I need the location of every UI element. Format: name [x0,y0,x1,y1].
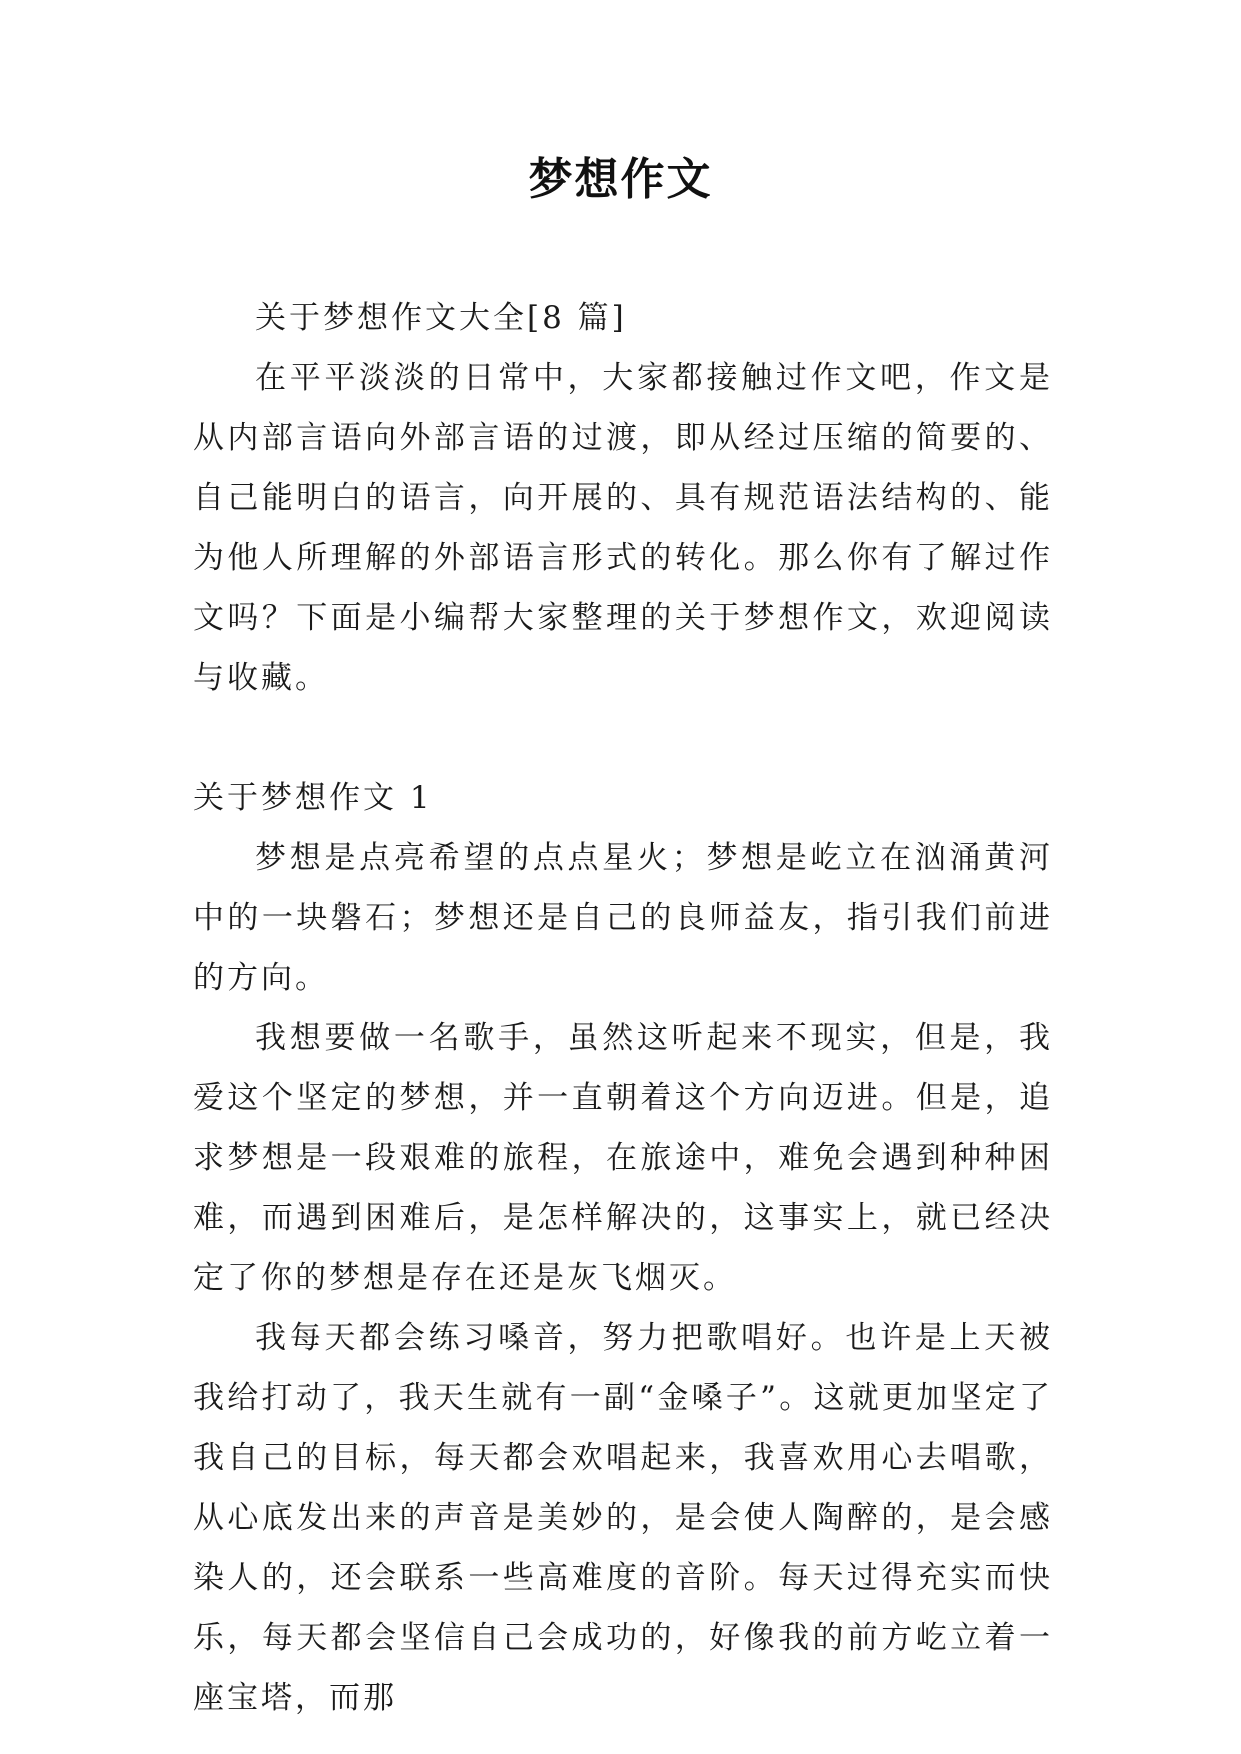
body-paragraph: 我每天都会练习嗓音，努力把歌唱好。也许是上天被我给打动了，我天生就有一副“金嗓子”。这就更加坚定了我自己的目标，每天都会欢唱起来，我喜欢用心去唱歌，从心底发出来的声音是美妙的，是会使人陶醉的，是会感染人的，还会联系一些高难度的音阶。每天过得充实而快乐，每天都会坚信自己会成功的，好像我的前方屹立着一座宝塔，而那 [193,1320,1053,1716]
document-title: 梦想作文 [528,154,713,205]
intro-paragraph: 在平平淡淡的日常中，大家都接触过作文吧，作文是从内部言语向外部言语的过渡，即从经过压缩的简要的、自己能明白的语言，向开展的、具有规范语法结构的、能为他人所理解的外部语言形式的转化。那么你有了解过作文吗？下面是小编帮大家整理的关于梦想作文，欢迎阅读与收藏。 [193,360,1053,696]
document-body [193,288,1053,1728]
section-heading: 关于梦想作文 1 [193,780,433,816]
body-paragraph: 我想要做一名歌手，虽然这听起来不现实，但是，我爱这个坚定的梦想，并一直朝着这个方向迈进。但是，追求梦想是一段艰难的旅程，在旅途中，难免会遇到种种困难，而遇到困难后，是怎样解决的，这事实上，就已经决定了你的梦想是存在还是灰飞烟灭。 [193,1020,1053,1296]
document-subtitle: 关于梦想作文大全[8 篇] [255,300,627,336]
body-paragraph: 梦想是点亮希望的点点星火；梦想是屹立在汹涌黄河中的一块磐石；梦想还是自己的良师益友，指引我们前进的方向。 [193,840,1053,996]
